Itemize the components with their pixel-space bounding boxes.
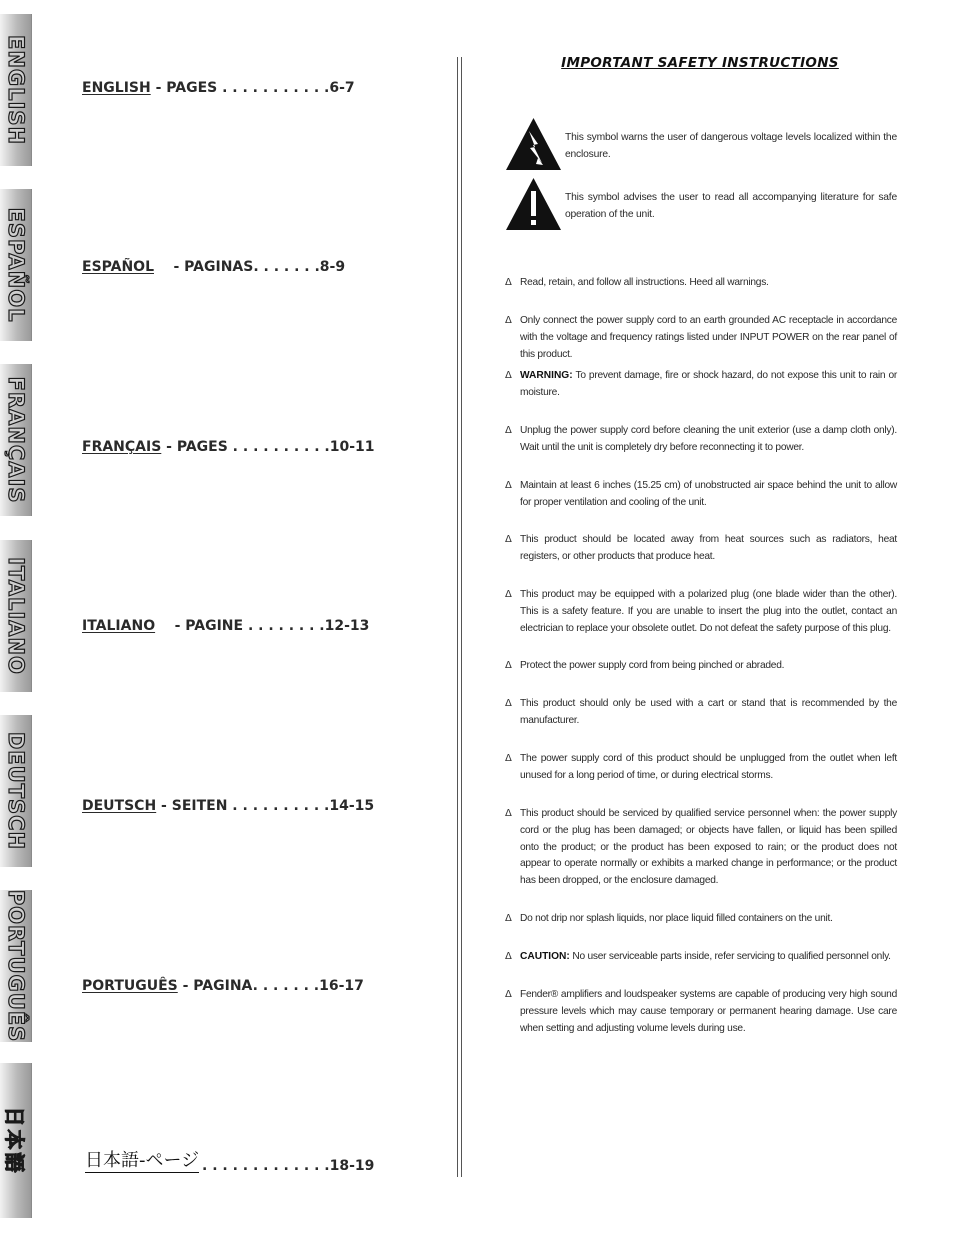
tab-label: 日本語 [2,1106,26,1175]
toc-entry-francais[interactable] [82,439,375,455]
instruction-text: This product should be serviced by qualified service personnel when: the power supply cord or the plug has been damaged; or objects have fallen, or liquid has been spilled onto the product; or the product has been exposed to rain; or the product does not appear to operate normally or exhibits a marked change in performance; or the product has been dropped, or the enclosure damaged. [520,808,897,887]
instruction-item [505,478,897,512]
instruction-text: Unplug the power supply cord before cleaning the unit exterior (use a damp cloth only). Wait until the unit is completely dry before reconnecting it to power. [520,425,897,453]
instruction-text: This product may be equipped with a polarized plug (one blade wider than the other). This is a safety feature. If you are unable to insert the plug into the outlet, contact an electrician to replace your obsolete outlet. Do not defeat the safety purpose of this plug. [520,589,897,634]
toc-entry-portugues[interactable] [82,978,364,994]
instruction-text: Only connect the power supply cord to an earth grounded AC receptacle in accordance with the voltage and frequency ratings listed under INPUT POWER on the rear panel of this product. [520,315,897,360]
toc-entry-japanese[interactable] [85,1146,199,1173]
toc-pages: - SEITEN . . . . . . . . . .14-15 [156,798,375,814]
instruction-text: No user serviceable parts inside, refer servicing to qualified personnel only. [569,951,891,962]
instruction-item [505,423,897,457]
tab-italiano[interactable] [0,540,31,692]
toc-entry-deutsch[interactable] [82,798,374,814]
bullet: Δ [505,808,512,819]
column-divider [457,57,458,1177]
toc-pages: - PAGINA. . . . . . .16-17 [177,978,364,994]
instruction-text: Read, retain, and follow all instructions. Heed all warnings. [520,277,769,288]
symbol-description: This symbol advises the user to read all accompanying literature for safe operation of the unit. [565,192,897,220]
toc-pages: - PAGES . . . . . . . . . . .6-7 [150,80,355,96]
symbol-description: This symbol warns the user of dangerous voltage levels localized within the enclosure. [565,132,897,160]
toc-pages: - PAGINAS. . . . . . .8-9 [154,259,346,275]
toc-lang: 日本語 [85,1150,139,1171]
toc-lang: DEUTSCH [82,798,157,814]
instruction-text: The power supply cord of this product should be unplugged from the outlet when left unused for a long period of time, or during electrical storms. [520,753,897,781]
toc-lang: ENGLISH [82,80,151,96]
bullet: Δ [505,277,512,288]
toc-pages-japanese: . . . . . . . . . . . . .18-19 [202,1158,375,1174]
bullet: Δ [505,753,512,764]
bullet: Δ [505,913,512,924]
instruction-item [505,313,897,363]
tab-label: ENGLISH [3,34,28,146]
instruction-item [505,368,897,402]
tab-english[interactable] [0,14,31,166]
instruction-text: This product should be located away from heat sources such as radiators, heat registers, or other products that produce heat. [520,534,897,562]
instruction-item [505,696,897,730]
tab-label: DEUTSCH [3,731,28,851]
bullet: Δ [505,589,512,600]
instruction-item [505,806,897,890]
instruction-text: To prevent damage, fire or shock hazard, do not expose this unit to rain or moisture. [520,370,897,398]
bullet: Δ [505,660,512,671]
instruction-item [505,532,897,566]
tab-label: PORTUGUÊS [3,890,28,1042]
bullet: Δ [505,534,512,545]
instruction-item [505,987,897,1037]
exclamation-warning-icon [505,177,562,231]
instruction-item [505,658,897,675]
tab-label: ITALIANO [3,557,28,675]
instruction-item [505,587,897,637]
instruction-item [505,275,897,292]
bullet: Δ [505,480,512,491]
instruction-text: Maintain at least 6 inches (15.25 cm) of unobstructed air space behind the unit to allow for proper ventilation and cooling of the unit. [520,480,897,508]
bullet: Δ [505,698,512,709]
instruction-item [505,911,897,928]
instruction-label: WARNING: [520,370,573,381]
tab-portugues[interactable] [0,890,31,1042]
instruction-item [505,949,897,966]
toc-entry-italiano[interactable] [82,618,369,634]
toc-lang: ITALIANO [82,618,156,634]
tab-deutsch[interactable] [0,715,31,867]
page-title: IMPORTANT SAFETY INSTRUCTIONS [561,55,839,71]
toc-pages: - PAGES . . . . . . . . . .10-11 [161,439,375,455]
instruction-text: This product should only be used with a cart or stand that is recommended by the manufacturer. [520,698,897,726]
instruction-label: CAUTION: [520,951,570,962]
instruction-text: Protect the power supply cord from being pinched or abraded. [520,660,785,671]
toc-entry-espanol[interactable] [82,259,345,275]
instruction-item [505,751,897,785]
instruction-text: Do not drip nor splash liquids, nor place liquid filled containers on the unit. [520,913,833,924]
toc-pages: - PAGINE . . . . . . . .12-13 [155,618,370,634]
tab-francais[interactable] [0,364,31,516]
tab-label: FRANÇAIS [3,376,28,504]
bullet: Δ [505,951,512,962]
toc-lang: FRANÇAIS [82,439,162,455]
tab-japanese[interactable] [0,1063,31,1218]
toc-entry-english[interactable] [82,80,355,96]
bullet: Δ [505,315,512,326]
toc-suffix: -ページ [139,1150,200,1171]
tab-espanol[interactable] [0,189,31,341]
toc-lang: ESPAÑOL [82,259,154,275]
toc-lang: PORTUGUÊS [82,978,178,994]
instruction-text: Fender® amplifiers and loudspeaker systems are capable of producing very high sound pressure levels which may cause temporary or permanent hearing damage. Use care when setting and adjusting volume levels during use. [520,989,897,1034]
bullet: Δ [505,989,512,1000]
bullet: Δ [505,425,512,436]
lightning-warning-icon [505,117,562,171]
tab-label: ESPAÑOL [3,207,28,323]
bullet: Δ [505,370,512,381]
column-divider [461,57,462,1177]
